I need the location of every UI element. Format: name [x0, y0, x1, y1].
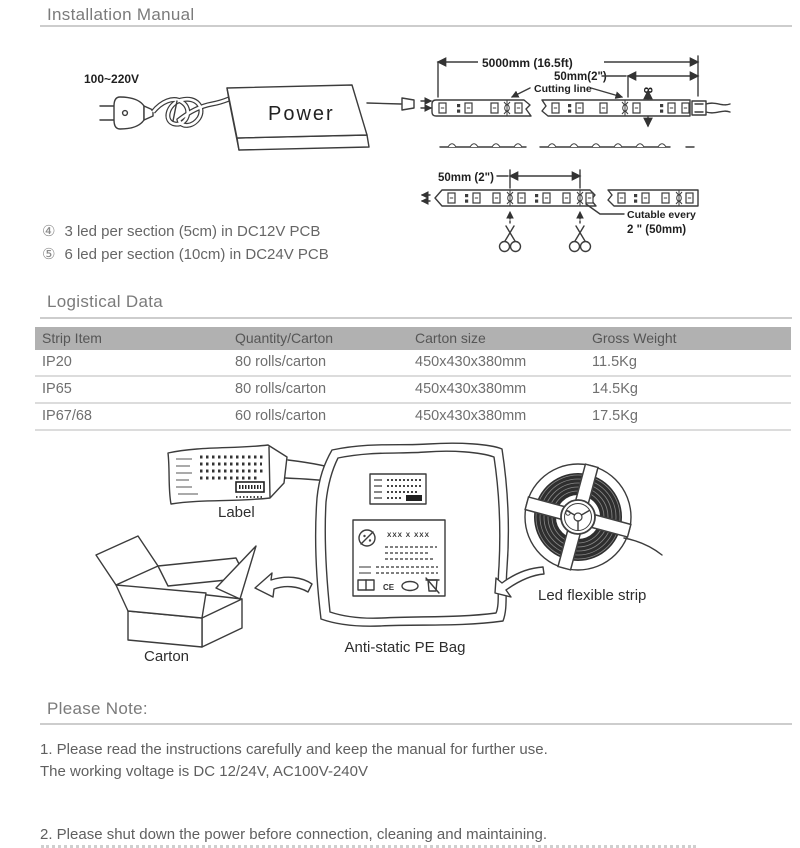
- arrow-bag-to-carton-icon: [255, 573, 312, 597]
- strip-end-connector: [692, 101, 730, 115]
- pcb-notes: [42, 220, 329, 266]
- note-text: 3 led per section (5cm) in DC12V PCB: [64, 223, 321, 240]
- dimension-label-5000mm: 5000mm (16.5ft): [482, 56, 573, 70]
- divider: [40, 25, 792, 27]
- reel-strip-tail: [624, 538, 662, 555]
- reel-caption: Led flexible strip: [538, 587, 647, 604]
- cell: 17.5Kg: [592, 408, 638, 424]
- led-strip-diagram-bottom: [422, 170, 698, 252]
- note-line-1b: The working voltage is DC 12/24V, AC100V-240V: [40, 763, 368, 780]
- voltage-label: 100~220V: [84, 72, 140, 86]
- ce-mark: CE: [383, 583, 395, 592]
- label-caption: Label: [218, 504, 255, 521]
- bag-small-label: [370, 474, 426, 504]
- note-line-2: 2. Please shut down the power before connection, cleaning and maintaining.: [40, 826, 548, 843]
- logistics-table: [35, 327, 791, 431]
- carton-caption: Carton: [144, 648, 190, 665]
- power-box-label: Power: [268, 103, 335, 125]
- strip-side-view: [440, 144, 694, 147]
- cutting-line-label: Cutting line: [534, 83, 592, 95]
- cell: 80 rolls/carton: [235, 354, 327, 370]
- section-title-logistics: Logistical Data: [47, 292, 164, 311]
- cell: 80 rolls/carton: [235, 381, 327, 397]
- scissors-icon: [570, 212, 591, 252]
- scissors-icon: [500, 212, 521, 252]
- bag-label-title: XXX X XXX: [387, 532, 430, 539]
- table-row: [35, 404, 791, 431]
- cell: IP65: [42, 381, 72, 397]
- bag-illustration: [316, 443, 509, 656]
- bag-caption: Anti-static PE Bag: [344, 639, 466, 656]
- pcb-note: [42, 243, 329, 266]
- packaging-diagram: [40, 428, 800, 690]
- section-title-please-note: Please Note:: [47, 699, 148, 718]
- table-row: [35, 377, 791, 404]
- carton-illustration: [96, 536, 256, 665]
- strip-body: [435, 190, 596, 206]
- divider: [40, 723, 792, 725]
- cell: 60 rolls/carton: [235, 408, 327, 424]
- plug-icon: [100, 97, 153, 129]
- cell: IP67/68: [42, 408, 92, 424]
- dimension-label-50mm-bottom: 50mm (2"): [438, 172, 494, 184]
- col-header: Quantity/Carton: [235, 330, 334, 346]
- led-strip-diagram-top: [432, 55, 730, 147]
- note-text: 6 led per section (10cm) in DC24V PCB: [64, 246, 329, 263]
- note-number: ⑤: [42, 246, 56, 263]
- divider: [40, 317, 792, 319]
- cell: 450x430x380mm: [415, 408, 527, 424]
- power-box: [227, 85, 369, 150]
- cell: 11.5Kg: [592, 354, 637, 370]
- cell: 450x430x380mm: [415, 381, 527, 397]
- strip-width-label: 8: [641, 87, 653, 94]
- cutable-label-line1: Cutable every: [627, 209, 696, 221]
- col-header: Carton size: [415, 330, 486, 346]
- cutable-label-line2: 2 " (50mm): [627, 224, 687, 236]
- col-header: Strip Item: [42, 330, 102, 346]
- section-title-installation: Installation Manual: [47, 5, 195, 24]
- power-adapter-illustration: [84, 72, 431, 150]
- table-header-row: [35, 327, 791, 350]
- note-line-1: 1. Please read the instructions carefully and keep the manual for further use.: [40, 741, 548, 758]
- reel-illustration: [525, 464, 662, 604]
- dimension-label-50mm-top: 50mm(2"): [554, 71, 607, 83]
- cell: IP20: [42, 354, 72, 370]
- output-wire: [367, 98, 431, 110]
- table-row: [35, 350, 791, 377]
- pcb-note: [42, 220, 329, 243]
- bag-main-label: [353, 520, 445, 596]
- power-cord: [153, 99, 229, 125]
- cell: 14.5Kg: [592, 381, 638, 397]
- col-header: Gross Weight: [592, 330, 677, 346]
- cell: 450x430x380mm: [415, 354, 527, 370]
- note-number: ④: [42, 223, 56, 240]
